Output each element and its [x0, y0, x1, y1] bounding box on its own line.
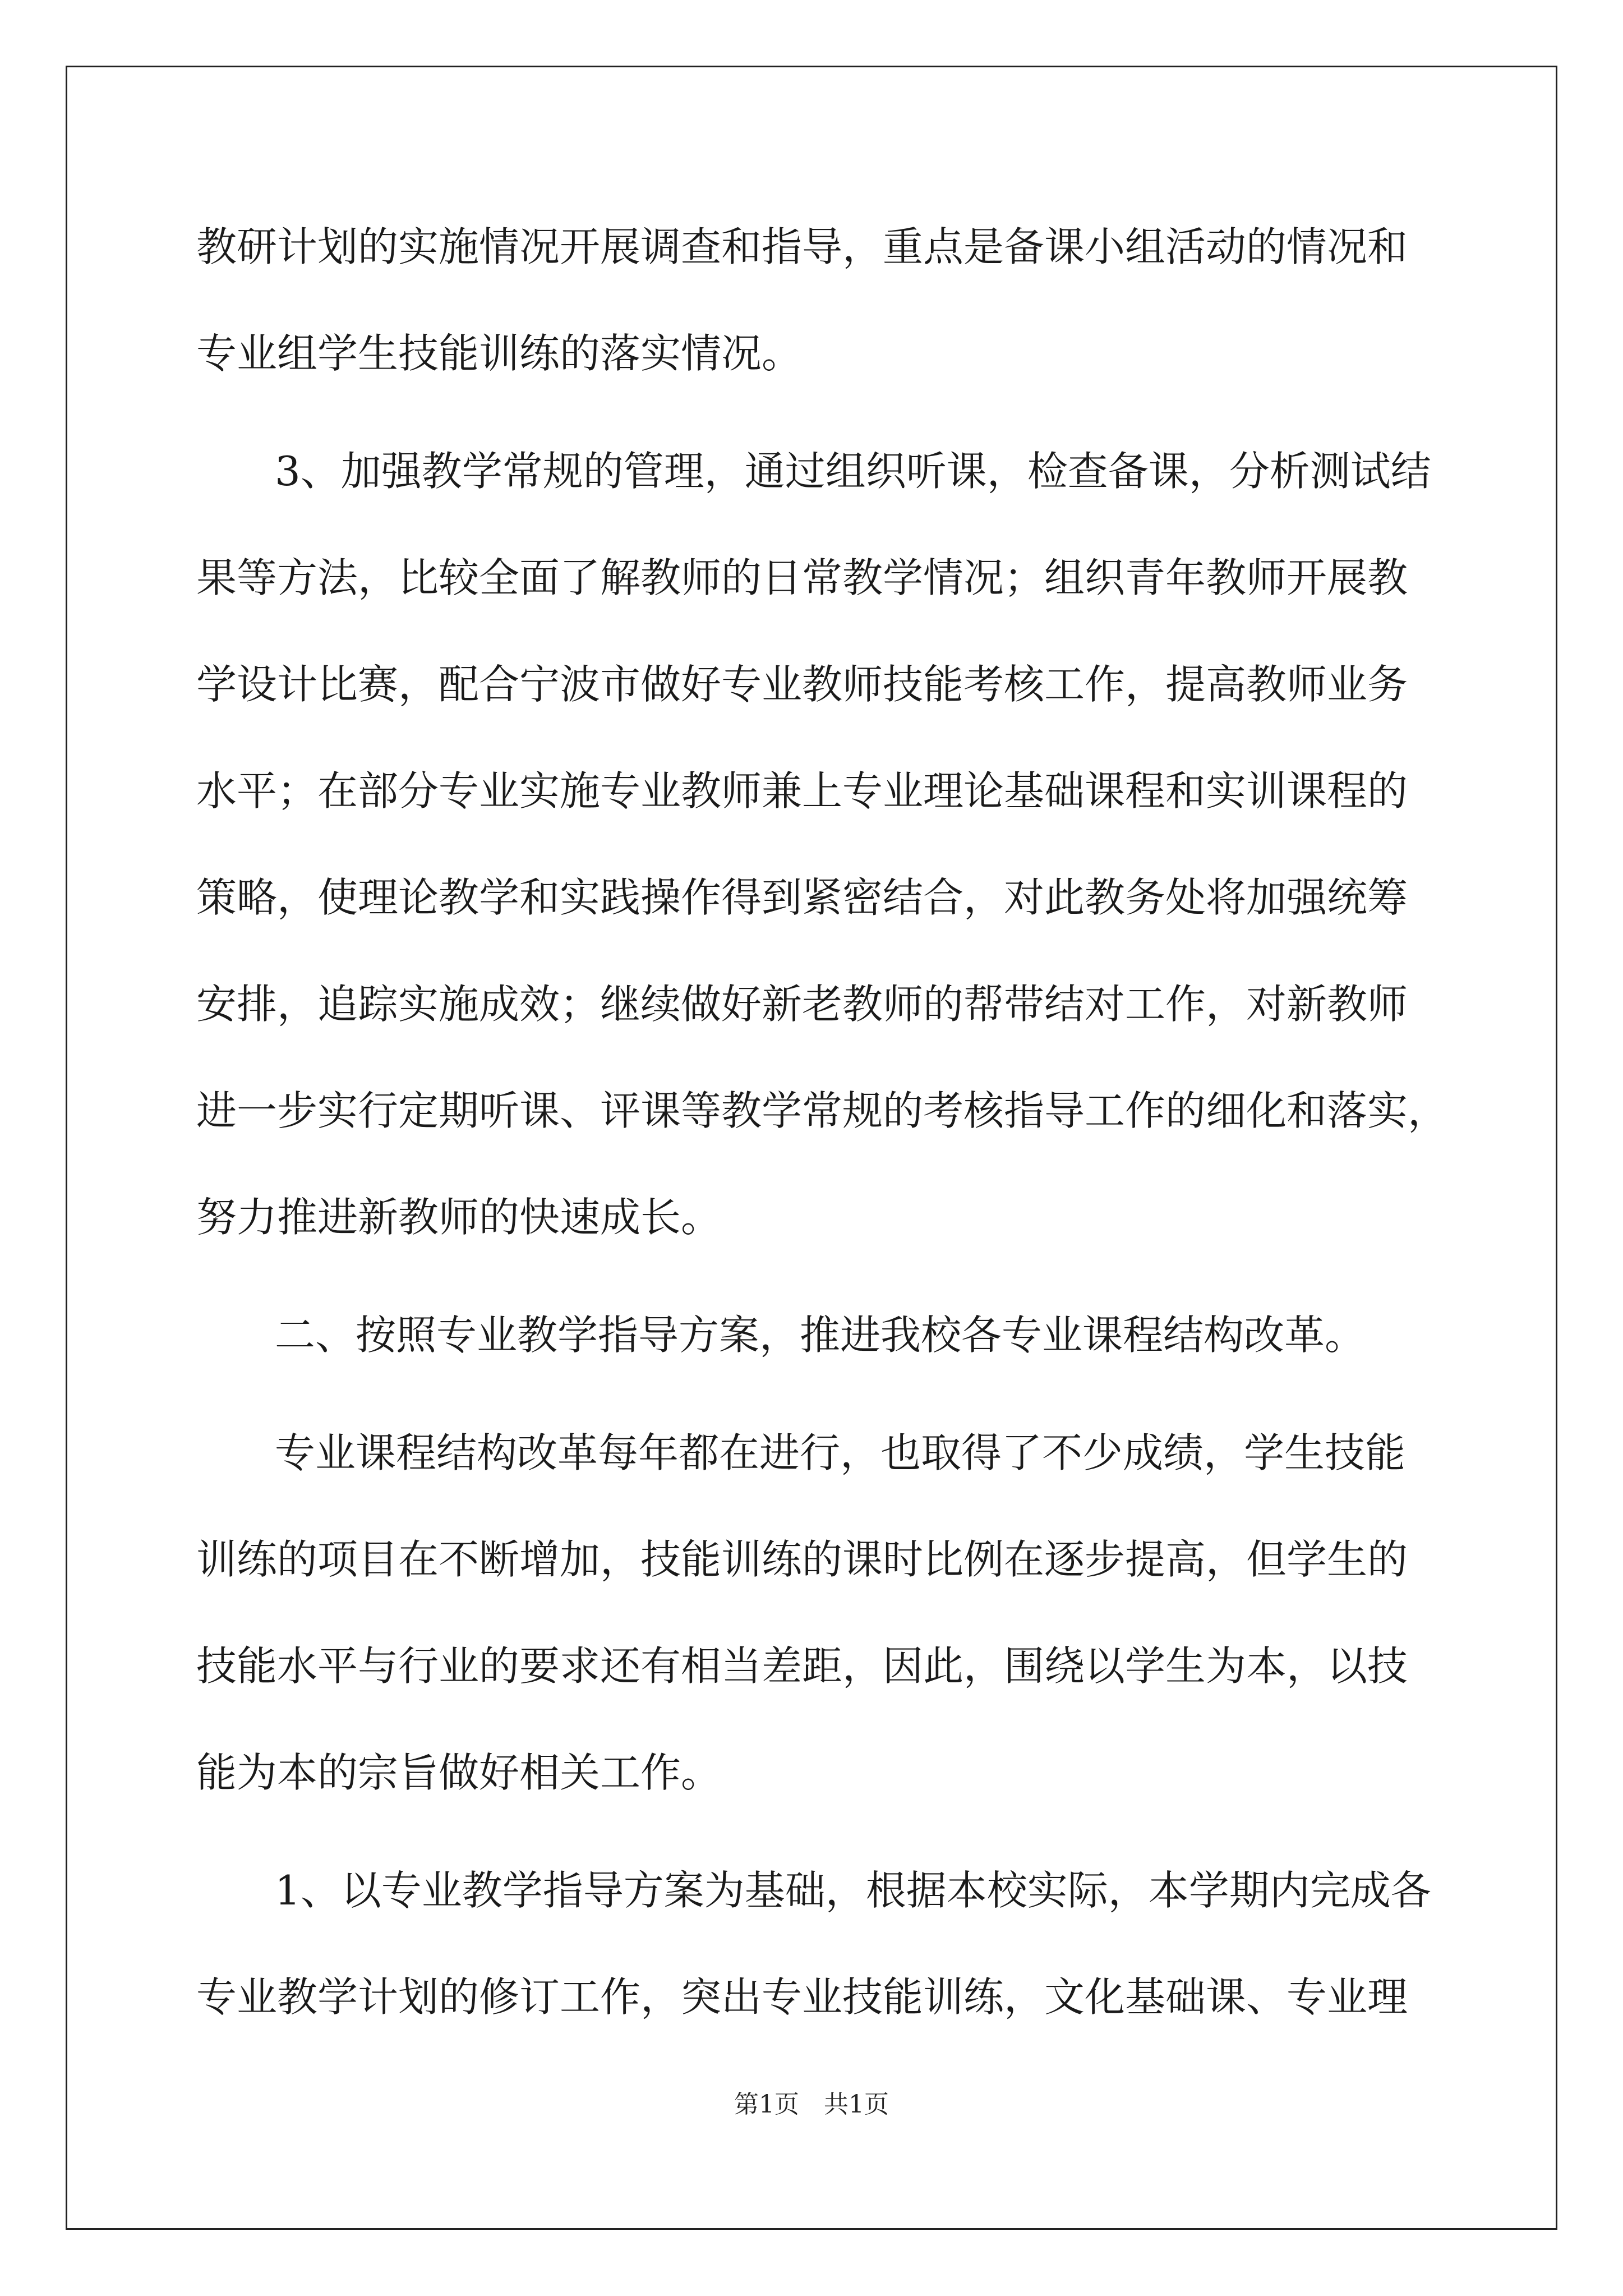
- section-heading: 二、按照专业教学指导方案，推进我校各专业课程结构改革。: [275, 1312, 1366, 1359]
- text-line: 水平；在部分专业实施专业教师兼上专业理论基础课程和实训课程的: [196, 767, 1408, 815]
- paragraph-first-line: 1、以专业教学指导方案为基础，根据本校实际，本学期内完成各: [275, 1867, 1431, 1914]
- text-line: 教研计划的实施情况开展调查和指导，重点是备课小组活动的情况和: [196, 223, 1408, 270]
- text-line: 专业教学计划的修订工作，突出专业技能训练，文化基础课、专业理: [196, 1973, 1408, 2021]
- text-line: 努力推进新教师的快速成长。: [196, 1194, 722, 1241]
- page-total: 共1页: [824, 2090, 889, 2119]
- page-number: 第1页: [734, 2090, 799, 2119]
- text-line: 进一步实行定期听课、评课等教学常规的考核指导工作的细化和落实，: [196, 1087, 1449, 1134]
- page-footer: [0, 2084, 1623, 2120]
- text-line: 能为本的宗旨做好相关工作。: [196, 1749, 722, 1796]
- text-line: 专业组学生技能训练的落实情况。: [196, 330, 803, 377]
- text-line: 训练的项目在不断增加，技能训练的课时比例在逐步提高，但学生的: [196, 1536, 1408, 1583]
- paragraph-first-line: 3、加强教学常规的管理，通过组织听课，检查备课，分析测试结: [275, 448, 1431, 495]
- text-line: 安排，追踪实施成效；继续做好新老教师的帮带结对工作，对新教师: [196, 981, 1408, 1028]
- text-line: 果等方法，比较全面了解教师的日常教学情况；组织青年教师开展教: [196, 554, 1408, 601]
- text-line: 学设计比赛，配合宁波市做好专业教师技能考核工作，提高教师业务: [196, 661, 1408, 708]
- text-line: 策略，使理论教学和实践操作得到紧密结合，对此教务处将加强统筹: [196, 874, 1408, 921]
- text-line: 技能水平与行业的要求还有相当差距，因此，围绕以学生为本，以技: [196, 1642, 1408, 1690]
- paragraph-first-line: 专业课程结构改革每年都在进行，也取得了不少成绩，学生技能: [275, 1429, 1406, 1476]
